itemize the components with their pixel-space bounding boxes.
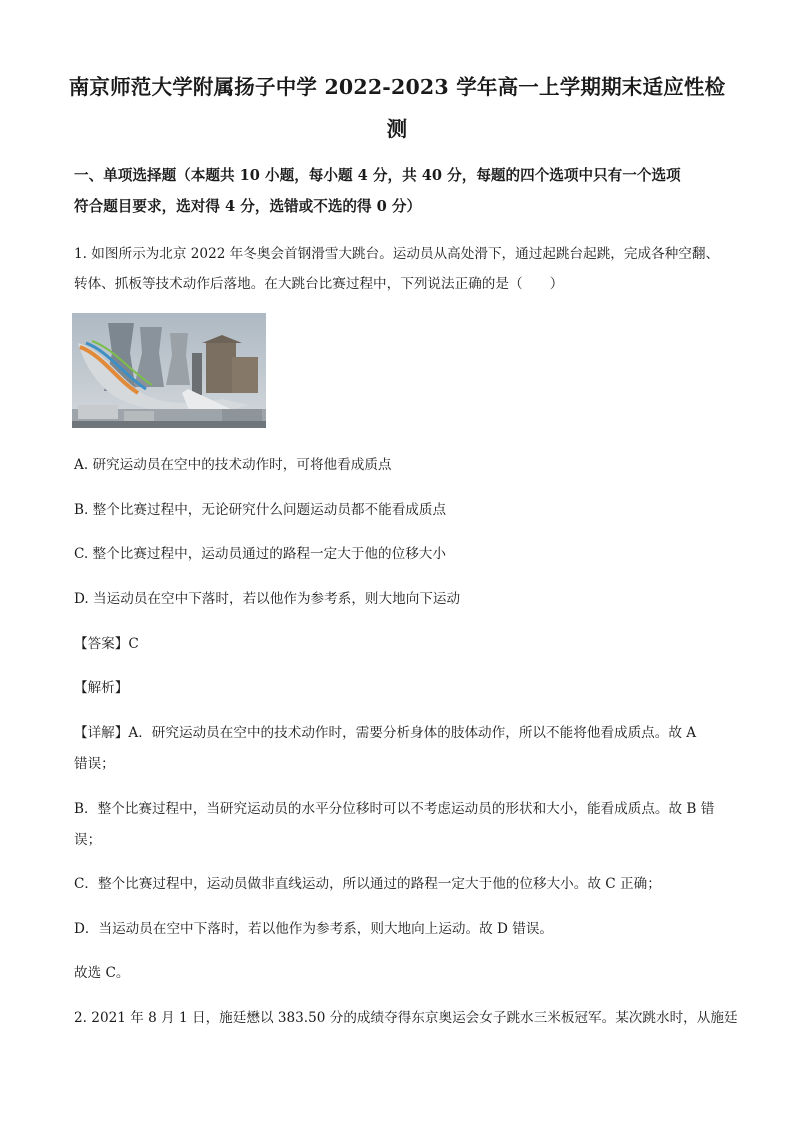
- answer: 【答案】C: [74, 636, 139, 652]
- option-a: A. 研究运动员在空中的技术动作时，可将他看成质点: [74, 457, 392, 473]
- ski-jump-photo: [72, 313, 266, 428]
- detail-line-6: D．当运动员在空中下落时，若以他作为参考系，则大地向上运动。故 D 错误。: [74, 921, 554, 937]
- document-title-line-2: 测: [386, 117, 408, 141]
- detail-line-5: C．整个比赛过程中，运动员做非直线运动，所以通过的路程一定大于他的位移大小。故 C 正确；: [74, 876, 661, 892]
- detail-line-4: 误；: [74, 832, 102, 848]
- section-heading-line-1: 一、单项选择题（本题共 10 小题，每小题 4 分，共 40 分，每题的四个选项中只有一个选项: [74, 167, 681, 184]
- detail-line-2: 错误；: [74, 756, 115, 772]
- option-d: D. 当运动员在空中下落时，若以他作为参考系，则大地向下运动: [74, 591, 461, 607]
- question-2-stem-line-1: 2. 2021 年 8 月 1 日，施廷懋以 383.50 分的成绩夺得东京奥运会女子跳水三米板冠军。某次跳水时，从施廷: [74, 1010, 738, 1026]
- option-c: C. 整个比赛过程中，运动员通过的路程一定大于他的位移大小: [74, 546, 446, 562]
- question-1-stem-line-2: 转体、抓板等技术动作后落地。在大跳台比赛过程中，下列说法正确的是（ ）: [74, 276, 564, 292]
- option-b: B. 整个比赛过程中，无论研究什么问题运动员都不能看成质点: [74, 502, 447, 518]
- analysis-label: 【解析】: [74, 680, 129, 696]
- document-title-line-1: 南京师范大学附属扬子中学 2022-2023 学年高一上学期期末适应性检: [68, 75, 726, 99]
- detail-line-7: 故选 C。: [74, 965, 130, 981]
- detail-line-1: 【详解】A．研究运动员在空中的技术动作时，需要分析身体的肢体动作，所以不能将他看成质点。故 A: [74, 725, 697, 741]
- detail-line-3: B．整个比赛过程中，当研究运动员的水平分位移时可以不考虑运动员的形状和大小，能看成质点。故 B 错: [74, 801, 715, 817]
- section-heading-line-2: 符合题目要求，选对得 4 分，选错或不选的得 0 分）: [74, 198, 422, 215]
- question-1-stem-line-1: 1. 如图所示为北京 2022 年冬奥会首钢滑雪大跳台。运动员从高处滑下，通过起跳台起跳，完成各种空翻、: [74, 246, 720, 262]
